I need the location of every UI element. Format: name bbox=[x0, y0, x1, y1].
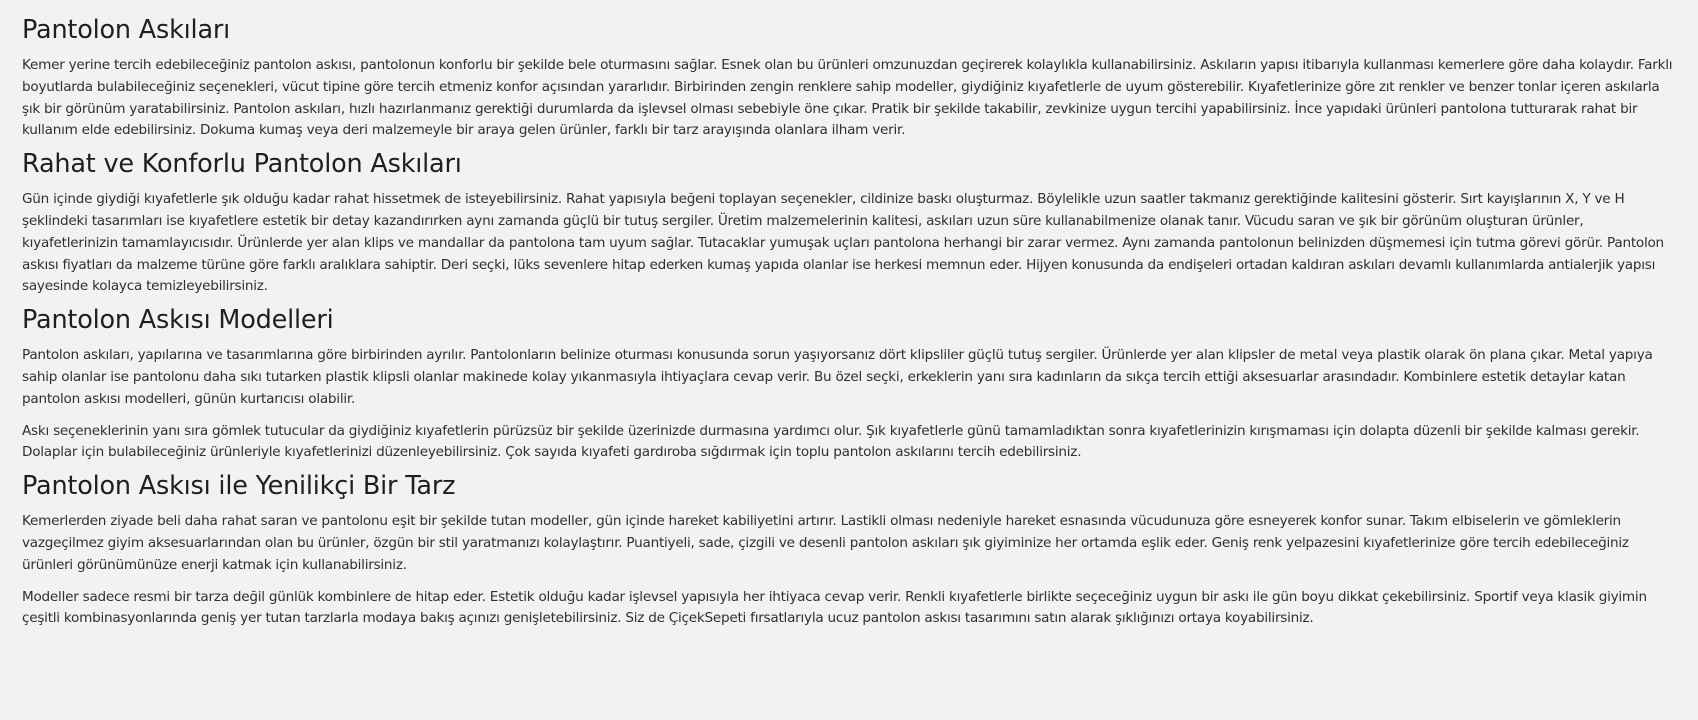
section-rahat-ve-konforlu bbox=[22, 148, 1680, 298]
section-heading: Pantolon Askıları bbox=[22, 15, 231, 45]
section-paragraph: Pantolon askıları, yapılarına ve tasarımlarına göre birbirinden ayrılır. Pantolonların belinize oturması konusunda sorun yaşıyorsanız dört klipsliler güçlü tutuş sergiler. Ürünlerde yer alan klipsler de metal veya plastik olarak ön plana çıkar. Metal yapıya sahip olanlar ise pantolonu daha sıkı tutarken plastik klipsli olanlar makinede kolay yıkanmasıyla ihtiyaçlara cevap verir. Bu özel seçki, erkeklerin yanı sıra kadınların da sıkça tercih ettiği aksesuarlar arasındadır. Kombinlere estetik detaylar katan pantolon askısı modelleri, günün kurtarıcısı olabilir. bbox=[22, 347, 1653, 407]
section-heading: Rahat ve Konforlu Pantolon Askıları bbox=[22, 149, 462, 180]
section-heading: Pantolon Askısı Modelleri bbox=[22, 305, 334, 336]
section-yenilikci-tarz bbox=[22, 470, 1680, 630]
section-paragraph: Kemer yerine tercih edebileceğiniz pantolon askısı, pantolonun konforlu bir şekilde bele oturmasını sağlar. Esnek olan bu ürünleri omzunuzdan geçirerek kolaylıkla kullanabilirsiniz. Askıların yapısı itibarıyla kullanması kemerlere göre daha kolaydır. Farklı boyutlarda bulabileceğiniz seçenekleri, vücut tipine göre tercih etmeniz konfor açısından yararlıdır. Birbirinden zengin renklere sahip modeller, giydiğiniz kıyafetlerle de uyum gösterebilir. Kıyafetlerinize göre zıt renkler ve benzer tonlar içeren askılarla şık bir görünüm yaratabilirsiniz. Pantolon askıları, hızlı hazırlanmanız gerektiği durumlarda da işlevsel olması sebebiyle öne çıkar. Pratik bir şekilde takabilir, zevkinize uygun tercihi yapabilirsiniz. İnce yapıdaki ürünleri pantolona tutturarak rahat bir kullanım elde edebilirsiniz. Dokuma kumaş veya deri malzemeyle bir araya gelen ürünler, farklı bir tarz arayışında olanlara ilham verir. bbox=[22, 57, 1673, 139]
section-paragraph: Askı seçeneklerinin yanı sıra gömlek tutucular da giydiğiniz kıyafetlerin pürüzsüz bir şekilde üzerinizde durmasına yardımcı olur. Şık kıyafetlerle günü tamamladıktan sonra kıyafetlerinizin kırışmaması için dolapta düzenli bir şekilde kalması gerekir. Dolaplar için bulabileceğiniz ürünleriyle kıyafetlerinizi düzenleyebilirsiniz. Çok sayıda kıyafeti gardıroba sığdırmak için toplu pantolon askılarını tercih edebilirsiniz. bbox=[22, 422, 1640, 461]
section-heading: Pantolon Askısı ile Yenilikçi Bir Tarz bbox=[22, 471, 456, 502]
section-paragraph: Gün içinde giydiği kıyafetlerle şık olduğu kadar rahat hissetmek de isteyebilirsiniz. Rahat yapısıyla beğeni toplayan seçenekler, cildinize baskı oluşturmaz. Böylelikle uzun saatler takmanız gerektiğinde kalitesini gösterir. Sırt kayışlarının X, Y ve H şeklindeki tasarımları ise kıyafetlere estetik bir detay kazandırırken aynı zamanda güçlü bir tutuş sergiler. Üretim malzemelerinin kalitesi, askıları uzun süre kullanabilmenize olanak tanır. Vücudu saran ve şık bir görünüm oluşturan ürünler, kıyafetlerinizin tamamlayıcısıdır. Ürünlerde yer alan klips ve mandallar da pantolona tam uyum sağlar. Tutacaklar yumuşak uçları pantolona herhangi bir zarar vermez. Aynı zamanda pantolonun belinizden düşmemesi için tutma görevi görür. Pantolon askısı fiyatları da malzeme türüne göre farklı aralıklara sahiptir. Deri seçki, lüks sevenlere hitap ederken kumaş yapıda olanlar ise herkesi memnun eder. Hijyen konusunda da endişeleri ortadan kaldıran askıları devamlı kullanımlarda antialerjik yapısı sayesinde kolayca temizleyebilirsiniz. bbox=[22, 191, 1664, 295]
section-pantolon-askilari bbox=[22, 14, 1680, 142]
section-paragraph: Kemerlerden ziyade beli daha rahat saran ve pantolonu eşit bir şekilde tutan modeller, gün içinde hareket kabiliyetini artırır. Lastikli olması nedeniyle hareket esnasında vücudunuza göre esneyerek konfor sunar. Takım elbiselerin ve gömleklerin vazgeçilmez giyim aksesuarlarından olan bu ürünler, özgün bir stil yaratmanızı kolaylaştırır. Puantiyeli, sade, çizgili ve desenli pantolon askıları şık giyiminize her ortamda eşlik eder. Geniş renk yelpazesini kıyafetlerinize göre tercih edebileceğiniz ürünleri görünümünüze enerji katmak için kullanabilirsiniz. bbox=[22, 513, 1629, 573]
section-modelleri bbox=[22, 304, 1680, 464]
section-paragraph: Modeller sadece resmi bir tarza değil günlük kombinlere de hitap eder. Estetik olduğu kadar işlevsel yapısıyla her ihtiyaca cevap verir. Renkli kıyafetlerle birlikte seçeceğiniz uygun bir askı ile gün boyu dikkat çekebilirsiniz. Sportif veya klasik giyimin çeşitli kombinasyonlarında geniş yer tutan tarzlarla modaya bakış açınızı genişletebilirsiniz. Siz de ÇiçekSepeti fırsatlarıyla ucuz pantolon askısı tasarımını satın alarak şıklığınızı ortaya koyabilirsiniz. bbox=[22, 588, 1647, 627]
